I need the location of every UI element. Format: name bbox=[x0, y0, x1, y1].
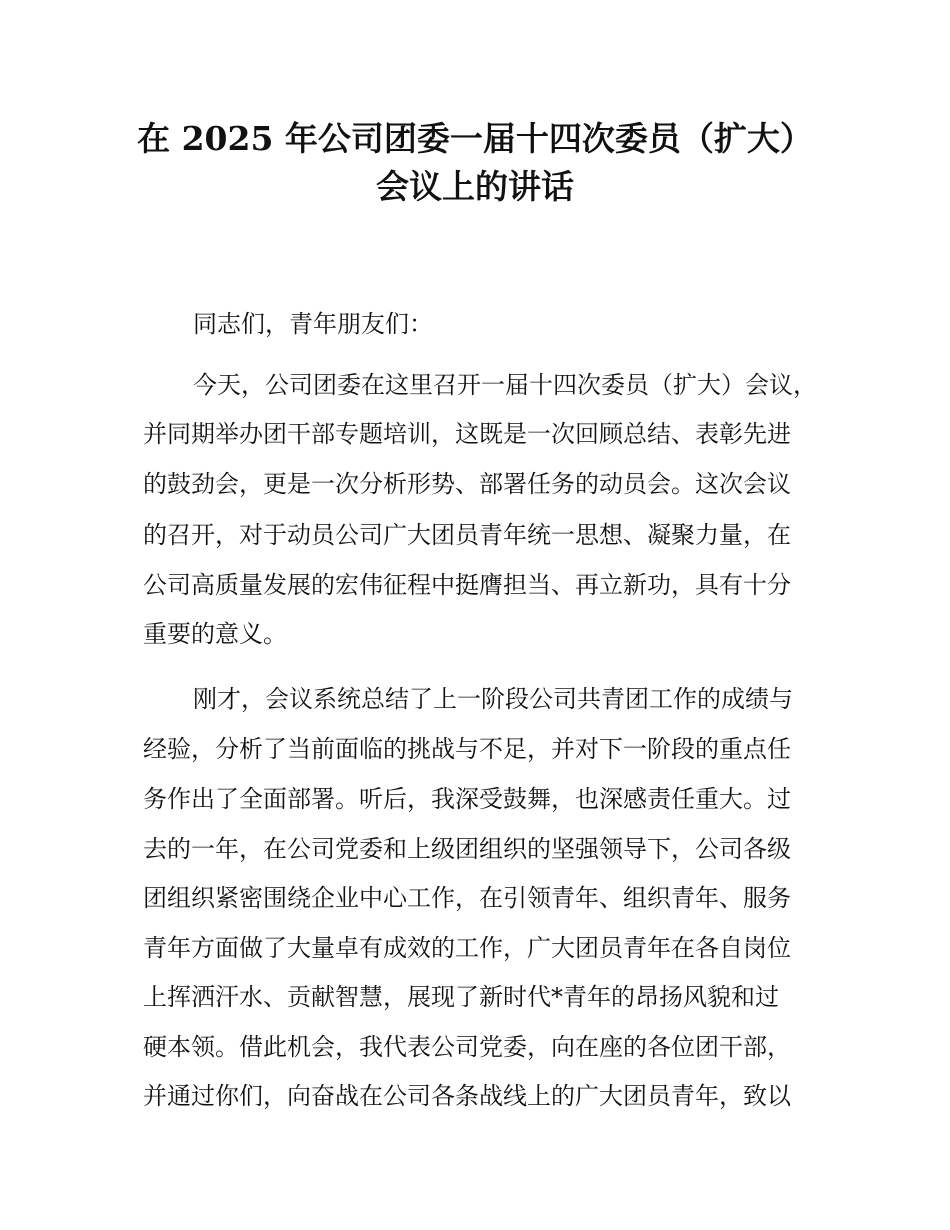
paragraph-2-line: 刚才，会议系统总结了上一阶段公司共青团工作的成绩与 bbox=[193, 685, 793, 713]
paragraph-2-line: 青年方面做了大量卓有成效的工作，广大团员青年在各自岗位 bbox=[143, 934, 791, 962]
paragraph-1-line: 重要的意义。 bbox=[143, 620, 287, 648]
paragraph-2-line: 并通过你们，向奋战在公司各条战线上的广大团员青年，致以 bbox=[143, 1082, 791, 1110]
paragraph-1-line: 公司高质量发展的宏伟征程中挺膺担当、再立新功，具有十分 bbox=[143, 571, 791, 599]
paragraph-2-line: 上挥洒汗水、贡献智慧，展现了新时代*青年的昂扬风貌和过 bbox=[143, 983, 779, 1011]
paragraph-1-line: 并同期举办团干部专题培训，这既是一次回顾总结、表彰先进 bbox=[143, 420, 791, 448]
paragraph-1-line: 的召开，对于动员公司广大团员青年统一思想、凝聚力量，在 bbox=[143, 521, 791, 549]
paragraph-2-line: 务作出了全面部署。听后，我深受鼓舞，也深感责任重大。过 bbox=[143, 785, 791, 813]
paragraph-2-line: 经验，分析了当前面临的挑战与不足，并对下一阶段的重点任 bbox=[143, 735, 791, 763]
document-title-line-1: 在 2025 年公司团委一届十四次委员（扩大） bbox=[137, 119, 813, 158]
paragraph-2-line: 团组织紧密围绕企业中心工作，在引领青年、组织青年、服务 bbox=[143, 884, 791, 912]
salutation: 同志们，青年朋友们： bbox=[193, 310, 433, 338]
paragraph-2-line: 去的一年，在公司党委和上级团组织的坚强领导下，公司各级 bbox=[143, 835, 791, 863]
paragraph-1-line: 的鼓劲会，更是一次分析形势、部署任务的动员会。这次会议 bbox=[143, 470, 791, 498]
document-title-line-2: 会议上的讲话 bbox=[376, 167, 574, 206]
paragraph-2-line: 硬本领。借此机会，我代表公司党委，向在座的各位团干部， bbox=[143, 1033, 791, 1061]
paragraph-1-line: 今天，公司团委在这里召开一届十四次委员（扩大）会议， bbox=[193, 371, 817, 399]
